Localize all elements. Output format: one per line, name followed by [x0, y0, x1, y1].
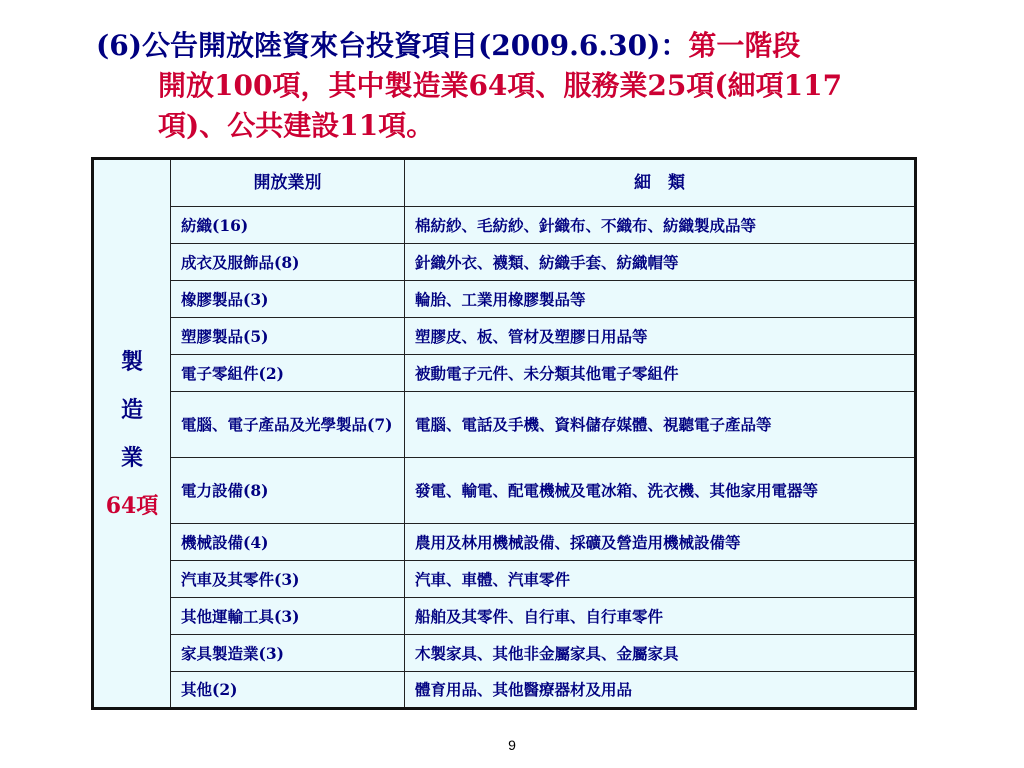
- page-number: 9: [508, 737, 516, 753]
- table-row: [93, 207, 916, 244]
- row-category: 汽車及其零件(3): [171, 561, 405, 598]
- heading-prefix: (6)公告開放陸資來台投資項目(2009.6.30)：: [96, 29, 689, 62]
- heading-line-3: 項)、公共建設11項。: [158, 109, 435, 142]
- row-detail: 木製家具、其他非金屬家具、金屬家具: [405, 635, 916, 672]
- sector-char-1: 製: [120, 348, 143, 375]
- table-row: [93, 598, 916, 635]
- row-detail: 船舶及其零件、自行車、自行車零件: [405, 598, 916, 635]
- sector-label-cell: [93, 159, 171, 709]
- sector-count: 64項: [105, 492, 159, 519]
- row-category: 其他運輸工具(3): [171, 598, 405, 635]
- table-row: [93, 524, 916, 561]
- row-category: 塑膠製品(5): [171, 318, 405, 355]
- heading-line-2: 開放100項，其中製造業64項、服務業25項(細項117: [158, 69, 843, 102]
- row-detail: 電腦、電話及手機、資料儲存媒體、視聽電子產品等: [405, 392, 916, 458]
- heading-line-1: [96, 26, 976, 66]
- row-detail: 輪胎、工業用橡膠製品等: [405, 281, 916, 318]
- table-row: [93, 672, 916, 709]
- header-detail: 細 類: [405, 159, 916, 207]
- row-category: 電力設備(8): [171, 458, 405, 524]
- row-category: 機械設備(4): [171, 524, 405, 561]
- row-category: 紡織(16): [171, 207, 405, 244]
- row-category: 橡膠製品(3): [171, 281, 405, 318]
- header-category: 開放業別: [171, 159, 405, 207]
- heading-phase: 第一階段: [688, 29, 801, 62]
- table-row: [93, 244, 916, 281]
- slide-heading: [96, 26, 976, 146]
- row-detail: 體育用品、其他醫療器材及用品: [405, 672, 916, 709]
- sector-char-3: 業: [120, 444, 143, 471]
- table-row: [93, 318, 916, 355]
- table-row: [93, 281, 916, 318]
- row-detail: 農用及林用機械設備、採礦及營造用機械設備等: [405, 524, 916, 561]
- row-detail: 發電、輸電、配電機械及電冰箱、洗衣機、其他家用電器等: [405, 458, 916, 524]
- row-detail: 被動電子元件、未分類其他電子零組件: [405, 355, 916, 392]
- row-category: 電腦、電子產品及光學製品(7): [171, 392, 405, 458]
- row-detail: 針織外衣、襪類、紡織手套、紡織帽等: [405, 244, 916, 281]
- row-detail: 汽車、車體、汽車零件: [405, 561, 916, 598]
- table-header-row: [93, 159, 916, 207]
- row-category: 其他(2): [171, 672, 405, 709]
- table-row: [93, 635, 916, 672]
- row-category: 家具製造業(3): [171, 635, 405, 672]
- table-row: [93, 355, 916, 392]
- row-category: 成衣及服飾品(8): [171, 244, 405, 281]
- table-row: [93, 458, 916, 524]
- row-category: 電子零組件(2): [171, 355, 405, 392]
- row-detail: 塑膠皮、板、管材及塑膠日用品等: [405, 318, 916, 355]
- investment-items-table: [91, 157, 917, 710]
- sector-char-2: 造: [120, 396, 143, 423]
- table-row: [93, 561, 916, 598]
- table-row: [93, 392, 916, 458]
- row-detail: 棉紡紗、毛紡紗、針織布、不織布、紡織製成品等: [405, 207, 916, 244]
